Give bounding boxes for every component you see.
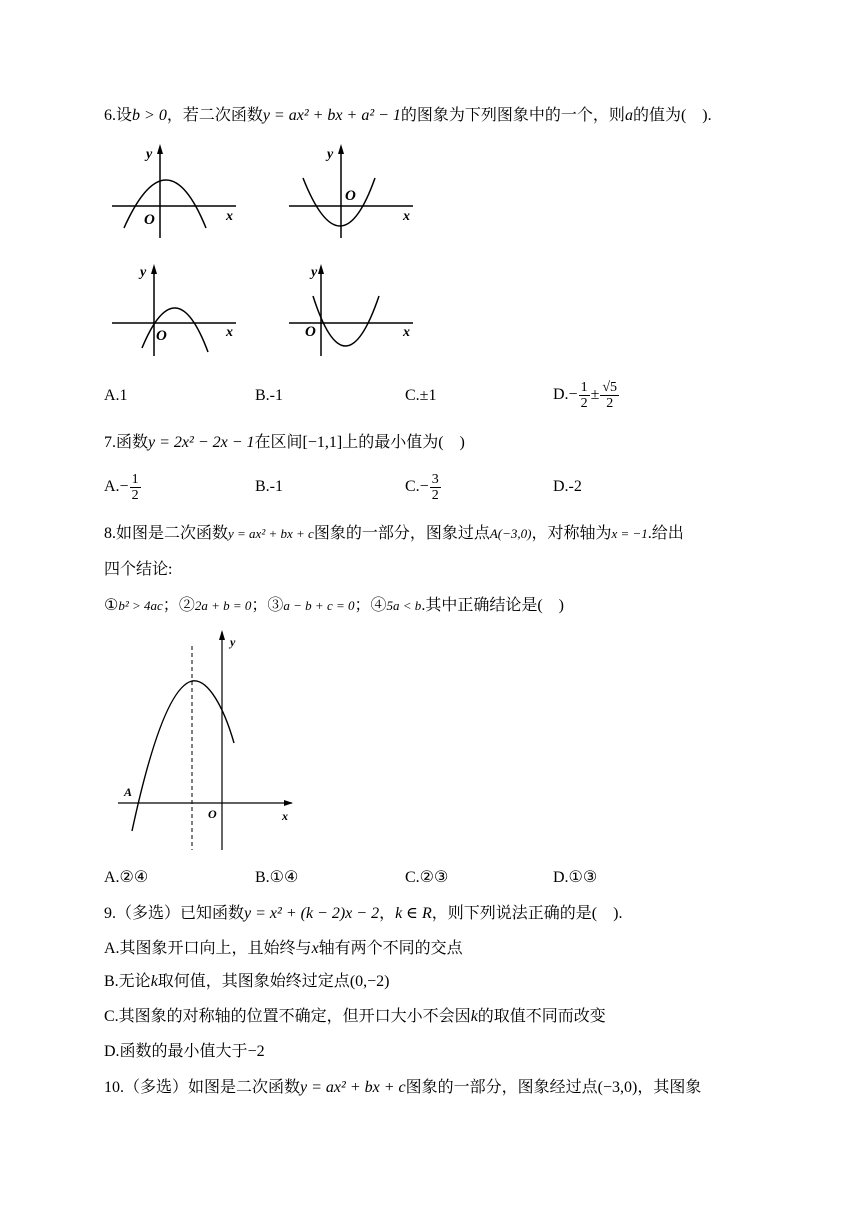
q7-option-d[interactable]: D.-2	[553, 478, 582, 495]
q8-option-d[interactable]: D.①③	[553, 869, 598, 886]
axis-y-label: y	[140, 265, 147, 280]
q6-option-a[interactable]: A.1	[104, 387, 128, 404]
q6-option-b[interactable]: B.-1	[255, 387, 283, 404]
origin-label: O	[156, 328, 167, 344]
q8-option-b[interactable]: B.①④	[255, 869, 299, 886]
q8-option-c[interactable]: C.②③	[405, 869, 449, 886]
q10-stem: 10.（多选）如图是二次函数y = ax² + bx + c图象的一部分，图象经过点(−3,0)，其图象	[104, 1079, 702, 1096]
axis-y-label: y	[230, 635, 236, 649]
q8-conclusions: ①b² > 4ac；②2a + b = 0；③a − b + c = 0；④5a < b.其中正确结论是( )	[104, 597, 564, 614]
q8-graph	[112, 628, 297, 853]
q8-option-a[interactable]: A.②④	[104, 869, 149, 886]
axis-x-label: x	[403, 209, 410, 224]
q7-option-a[interactable]: A.− $\frac{1}{2}$	[104, 471, 139, 503]
q7-stem: 7.函数y = 2x² − 2x − 1在区间[−1,1]上的最小值为( )	[104, 434, 465, 451]
q6-stem: 6.设b > 0，若二次函数y = ax² + bx + a² − 1的图象为下列图象中的一个，则a的值为( ).	[104, 107, 712, 124]
axis-y-label: y	[146, 147, 153, 162]
q6-graph-c	[108, 260, 243, 360]
q6-option-d[interactable]: D.− $\frac{1}{2}$ ± $\frac{√5}{2}$	[553, 379, 618, 411]
q7-option-c[interactable]: C.− $\frac{3}{2}$	[405, 471, 439, 503]
axis-x-label: x	[403, 325, 410, 340]
q9-option-c[interactable]: C.其图象的对称轴的位置不确定，但开口大小不会因k的取值不同而改变	[104, 1008, 606, 1025]
origin-label: O	[345, 188, 356, 204]
q6-graph-d	[285, 260, 420, 360]
q7-option-b[interactable]: B.-1	[255, 478, 283, 495]
axis-x-label: x	[282, 809, 288, 823]
q9-option-b[interactable]: B.无论k取何值，其图象始终过定点(0,−2)	[104, 973, 390, 990]
q6-graph-a	[108, 140, 243, 240]
axis-x-label: x	[226, 325, 233, 340]
q9-option-d[interactable]: D.函数的最小值大于−2	[104, 1043, 265, 1060]
origin-label: O	[208, 807, 217, 821]
q6-graph-b	[285, 140, 420, 240]
axis-x-label: x	[226, 209, 233, 224]
q6-option-c[interactable]: C.±1	[405, 387, 437, 404]
q8-stem-line2: 四个结论:	[104, 561, 173, 578]
q8-stem: 8.如图是二次函数y = ax² + bx + c图象的一部分，图象过点A(−3,0)，对称轴为x = −1.给出	[104, 525, 684, 542]
axis-y-label: y	[311, 265, 318, 280]
axis-y-label: y	[327, 147, 334, 162]
origin-label: O	[305, 324, 316, 340]
q9-option-a[interactable]: A.其图象开口向上，且始终与x轴有两个不同的交点	[104, 940, 463, 957]
point-a-label: A	[124, 785, 133, 799]
q9-stem: 9.（多选）已知函数y = x² + (k − 2)x − 2，k ∈ R，则下列说法正确的是( ).	[104, 905, 623, 922]
origin-label: O	[144, 212, 155, 228]
